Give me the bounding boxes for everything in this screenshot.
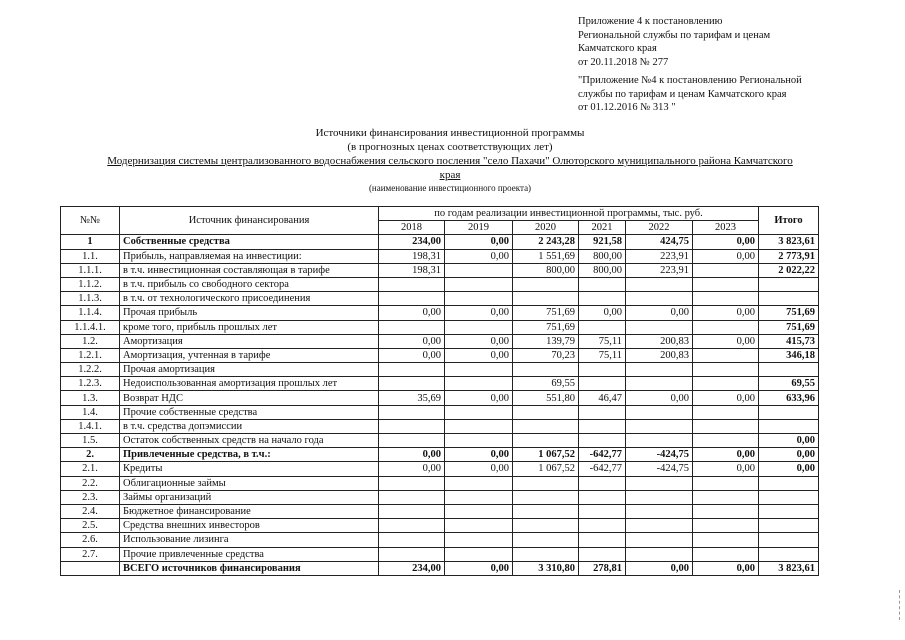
row-source-name: Прочая прибыль	[120, 306, 379, 320]
year-value-cell	[626, 490, 693, 504]
approval-line: от 01.12.2016 № 313 "	[578, 102, 676, 113]
row-source-name: кроме того, прибыль прошлых лет	[120, 320, 379, 334]
year-value-cell: 70,23	[513, 348, 579, 362]
year-value-cell: 0,00	[693, 448, 759, 462]
year-value-cell	[693, 263, 759, 277]
year-value-cell: 424,75	[626, 235, 693, 249]
row-total: 0,00	[759, 448, 819, 462]
year-value-cell: 234,00	[379, 235, 445, 249]
row-total: 3 823,61	[759, 561, 819, 575]
table-row	[61, 277, 819, 291]
approval-line: Камчатского края	[578, 43, 657, 54]
year-value-cell: 0,00	[626, 561, 693, 575]
row-source-name: в т.ч. средства допэмиссии	[120, 419, 379, 433]
row-source-name: Облигационные займы	[120, 476, 379, 490]
row-total	[759, 533, 819, 547]
row-number: 1.2.3.	[61, 377, 120, 391]
row-number: 2.3.	[61, 490, 120, 504]
year-value-cell: 800,00	[513, 263, 579, 277]
year-value-cell	[445, 263, 513, 277]
table-row	[61, 519, 819, 533]
year-value-cell: 139,79	[513, 334, 579, 348]
header-year: 2020	[513, 221, 579, 235]
year-value-cell: 3 310,80	[513, 561, 579, 575]
table-row	[61, 434, 819, 448]
year-value-cell: 0,00	[445, 249, 513, 263]
year-value-cell: 75,11	[579, 334, 626, 348]
year-value-cell: 234,00	[379, 561, 445, 575]
year-value-cell	[513, 434, 579, 448]
row-total: 751,69	[759, 320, 819, 334]
year-value-cell	[379, 434, 445, 448]
row-number: 2.1.	[61, 462, 120, 476]
scan-edge-mark	[899, 590, 901, 620]
year-value-cell: 0,00	[445, 391, 513, 405]
row-number	[61, 561, 120, 575]
header-source: Источник финансирования	[120, 207, 379, 235]
row-number: 1.1.1.	[61, 263, 120, 277]
year-value-cell: 223,91	[626, 249, 693, 263]
row-total	[759, 405, 819, 419]
year-value-cell	[626, 476, 693, 490]
row-total	[759, 363, 819, 377]
row-source-name: Средства внешних инвесторов	[120, 519, 379, 533]
year-value-cell: 0,00	[445, 561, 513, 575]
table-row	[61, 490, 819, 504]
year-value-cell: 35,69	[379, 391, 445, 405]
row-number: 2.5.	[61, 519, 120, 533]
table-row	[61, 306, 819, 320]
year-value-cell: 198,31	[379, 249, 445, 263]
year-value-cell: 751,69	[513, 306, 579, 320]
approval-line: Приложение 4 к постановлению	[578, 16, 723, 27]
row-total	[759, 490, 819, 504]
table-row	[61, 547, 819, 561]
table-row	[61, 263, 819, 277]
row-total: 2 022,22	[759, 263, 819, 277]
year-value-cell	[379, 277, 445, 291]
year-value-cell: 0,00	[693, 391, 759, 405]
approval-line: от 20.11.2018 № 277	[578, 56, 669, 68]
year-value-cell	[379, 476, 445, 490]
row-number: 2.2.	[61, 476, 120, 490]
year-value-cell: 69,55	[513, 377, 579, 391]
row-total	[759, 476, 819, 490]
year-value-cell	[579, 547, 626, 561]
year-value-cell	[693, 405, 759, 419]
year-value-cell	[693, 547, 759, 561]
year-value-cell	[379, 320, 445, 334]
year-value-cell	[626, 277, 693, 291]
year-value-cell	[513, 476, 579, 490]
year-value-cell	[693, 519, 759, 533]
table-row	[61, 419, 819, 433]
header-year: 2018	[379, 221, 445, 235]
row-number: 1.2.2.	[61, 363, 120, 377]
year-value-cell: 0,00	[693, 561, 759, 575]
project-name: Модернизация системы централизованного водоснабжения сельского посления "село Пахачи" Олюторского муниципального района Камчатского	[107, 155, 793, 167]
year-value-cell: 1 067,52	[513, 462, 579, 476]
project-caption: (наименование инвестиционного проекта)	[368, 183, 532, 193]
year-value-cell: 75,11	[579, 348, 626, 362]
year-value-cell: -424,75	[626, 462, 693, 476]
year-value-cell: 0,00	[379, 462, 445, 476]
year-value-cell	[445, 419, 513, 433]
row-total: 3 823,61	[759, 235, 819, 249]
year-value-cell: 751,69	[513, 320, 579, 334]
row-total	[759, 504, 819, 518]
row-total: 0,00	[759, 434, 819, 448]
year-value-cell	[379, 292, 445, 306]
year-value-cell	[693, 504, 759, 518]
year-value-cell	[379, 363, 445, 377]
row-number: 2.7.	[61, 547, 120, 561]
subtitle-line: (в прогнозных ценах соответствующих лет)	[347, 141, 553, 153]
year-value-cell	[626, 405, 693, 419]
year-value-cell	[513, 547, 579, 561]
row-total: 346,18	[759, 348, 819, 362]
table-row	[61, 334, 819, 348]
row-source-name: Возврат НДС	[120, 391, 379, 405]
table-row	[61, 561, 819, 575]
year-value-cell	[379, 504, 445, 518]
approval-header	[578, 15, 898, 115]
row-source-name: ВСЕГО источников финансирования	[120, 561, 379, 575]
year-value-cell	[513, 504, 579, 518]
year-value-cell	[379, 547, 445, 561]
year-value-cell	[579, 377, 626, 391]
financing-table	[60, 206, 819, 576]
year-value-cell	[693, 320, 759, 334]
header-year: 2021	[579, 221, 626, 235]
year-value-cell	[693, 292, 759, 306]
year-value-cell	[379, 533, 445, 547]
year-value-cell: 921,58	[579, 235, 626, 249]
row-source-name: Недоиспользованная амортизация прошлых лет	[120, 377, 379, 391]
row-number: 1.5.	[61, 434, 120, 448]
year-value-cell: 0,00	[693, 462, 759, 476]
row-source-name: Привлеченные средства, в т.ч.:	[120, 448, 379, 462]
year-value-cell	[579, 476, 626, 490]
year-value-cell: 200,83	[626, 348, 693, 362]
year-value-cell	[626, 519, 693, 533]
row-total	[759, 277, 819, 291]
header-number: №№	[61, 207, 120, 235]
year-value-cell	[445, 533, 513, 547]
year-value-cell: 278,81	[579, 561, 626, 575]
year-value-cell: 46,47	[579, 391, 626, 405]
year-value-cell: 0,00	[579, 306, 626, 320]
row-source-name: Использование лизинга	[120, 533, 379, 547]
year-value-cell: 0,00	[626, 306, 693, 320]
year-value-cell: -424,75	[626, 448, 693, 462]
row-source-name: в т.ч. от технологического присоединения	[120, 292, 379, 306]
year-value-cell	[445, 504, 513, 518]
header-total: Итого	[759, 207, 819, 235]
table-row	[61, 462, 819, 476]
year-value-cell	[513, 405, 579, 419]
row-source-name: Собственные средства	[120, 235, 379, 249]
row-total	[759, 419, 819, 433]
table-row	[61, 377, 819, 391]
year-value-cell	[626, 292, 693, 306]
title-line: Источники финансирования инвестиционной программы	[315, 127, 585, 139]
year-value-cell: 223,91	[626, 263, 693, 277]
table-row	[61, 391, 819, 405]
table-row	[61, 292, 819, 306]
year-value-cell	[579, 519, 626, 533]
year-value-cell: -642,77	[579, 462, 626, 476]
year-value-cell	[513, 519, 579, 533]
year-value-cell	[513, 363, 579, 377]
row-total	[759, 292, 819, 306]
approval-block-original	[578, 74, 898, 115]
row-number: 2.4.	[61, 504, 120, 518]
year-value-cell: 0,00	[379, 306, 445, 320]
row-source-name: Кредиты	[120, 462, 379, 476]
year-value-cell	[579, 490, 626, 504]
approval-line: Региональной службы по тарифам и ценам	[578, 29, 771, 41]
year-value-cell	[445, 292, 513, 306]
approval-line: "Приложение №4 к постановлению Региональной	[578, 75, 802, 86]
row-number: 1.2.1.	[61, 348, 120, 362]
year-value-cell	[693, 419, 759, 433]
year-value-cell: 0,00	[445, 348, 513, 362]
row-number: 1.1.4.1.	[61, 320, 120, 334]
year-value-cell	[693, 363, 759, 377]
year-value-cell	[445, 363, 513, 377]
row-number: 1.2.	[61, 334, 120, 348]
table-row	[61, 320, 819, 334]
row-total	[759, 547, 819, 561]
row-total: 415,73	[759, 334, 819, 348]
year-value-cell	[445, 377, 513, 391]
year-value-cell	[693, 490, 759, 504]
year-value-cell: 551,80	[513, 391, 579, 405]
year-value-cell: 198,31	[379, 263, 445, 277]
row-source-name: Прибыль, направляемая на инвестиции:	[120, 249, 379, 263]
year-value-cell	[379, 490, 445, 504]
row-source-name: Прочая амортизация	[120, 363, 379, 377]
year-value-cell	[445, 320, 513, 334]
year-value-cell	[626, 504, 693, 518]
table-row	[61, 363, 819, 377]
year-value-cell	[445, 434, 513, 448]
year-value-cell: 0,00	[379, 334, 445, 348]
year-value-cell	[445, 405, 513, 419]
table-row	[61, 405, 819, 419]
row-source-name: Бюджетное финансирование	[120, 504, 379, 518]
row-source-name: Прочие привлеченные средства	[120, 547, 379, 561]
year-value-cell: 2 243,28	[513, 235, 579, 249]
row-number: 1.3.	[61, 391, 120, 405]
year-value-cell	[379, 419, 445, 433]
row-total	[759, 519, 819, 533]
project-name-continued: края	[439, 169, 461, 181]
year-value-cell	[445, 277, 513, 291]
year-value-cell: 0,00	[626, 391, 693, 405]
header-year: 2023	[693, 221, 759, 235]
year-value-cell	[693, 434, 759, 448]
row-source-name: Амортизация, учтенная в тарифе	[120, 348, 379, 362]
table-row	[61, 504, 819, 518]
year-value-cell: 0,00	[445, 306, 513, 320]
year-value-cell: 200,83	[626, 334, 693, 348]
approval-block-current	[578, 15, 898, 69]
row-total: 0,00	[759, 462, 819, 476]
year-value-cell	[579, 419, 626, 433]
year-value-cell	[445, 519, 513, 533]
row-source-name: Займы организаций	[120, 490, 379, 504]
approval-line: службы по тарифам и ценам Камчатского края	[578, 88, 787, 100]
row-source-name: Остаток собственных средств на начало года	[120, 434, 379, 448]
row-number: 1.1.2.	[61, 277, 120, 291]
year-value-cell	[693, 377, 759, 391]
row-number: 2.6.	[61, 533, 120, 547]
table-row	[61, 249, 819, 263]
row-number: 1.1.3.	[61, 292, 120, 306]
year-value-cell: 0,00	[693, 235, 759, 249]
year-value-cell	[626, 377, 693, 391]
header-year: 2019	[445, 221, 513, 235]
row-source-name: в т.ч. инвестиционная составляющая в тарифе	[120, 263, 379, 277]
year-value-cell	[693, 277, 759, 291]
year-value-cell	[693, 533, 759, 547]
year-value-cell: -642,77	[579, 448, 626, 462]
row-number: 1.4.1.	[61, 419, 120, 433]
year-value-cell: 0,00	[379, 448, 445, 462]
year-value-cell: 0,00	[693, 334, 759, 348]
year-value-cell	[513, 533, 579, 547]
table-row	[61, 448, 819, 462]
row-number: 2.	[61, 448, 120, 462]
year-value-cell	[445, 490, 513, 504]
year-value-cell	[693, 476, 759, 490]
row-total: 2 773,91	[759, 249, 819, 263]
year-value-cell	[513, 277, 579, 291]
row-number: 1.4.	[61, 405, 120, 419]
year-value-cell	[693, 348, 759, 362]
row-number: 1	[61, 235, 120, 249]
row-total: 751,69	[759, 306, 819, 320]
year-value-cell	[626, 363, 693, 377]
year-value-cell	[626, 419, 693, 433]
table-row	[61, 533, 819, 547]
year-value-cell	[379, 405, 445, 419]
row-source-name: в т.ч. прибыль со свободного сектора	[120, 277, 379, 291]
year-value-cell	[445, 547, 513, 561]
year-value-cell: 0,00	[445, 462, 513, 476]
row-total: 633,96	[759, 391, 819, 405]
year-value-cell: 0,00	[693, 249, 759, 263]
table-row	[61, 348, 819, 362]
year-value-cell	[626, 434, 693, 448]
row-source-name: Амортизация	[120, 334, 379, 348]
year-value-cell: 1 067,52	[513, 448, 579, 462]
table-row	[61, 235, 819, 249]
row-number: 1.1.4.	[61, 306, 120, 320]
year-value-cell	[579, 277, 626, 291]
year-value-cell: 800,00	[579, 249, 626, 263]
year-value-cell: 0,00	[693, 306, 759, 320]
year-value-cell: 0,00	[445, 235, 513, 249]
year-value-cell	[626, 547, 693, 561]
year-value-cell	[379, 519, 445, 533]
year-value-cell	[579, 320, 626, 334]
header-year: 2022	[626, 221, 693, 235]
year-value-cell	[579, 434, 626, 448]
year-value-cell	[579, 504, 626, 518]
row-total: 69,55	[759, 377, 819, 391]
year-value-cell: 800,00	[579, 263, 626, 277]
row-source-name: Прочие собственные средства	[120, 405, 379, 419]
year-value-cell	[579, 363, 626, 377]
year-value-cell	[626, 320, 693, 334]
year-value-cell: 0,00	[445, 448, 513, 462]
year-value-cell	[579, 405, 626, 419]
year-value-cell	[626, 533, 693, 547]
year-value-cell	[445, 476, 513, 490]
year-value-cell	[379, 377, 445, 391]
year-value-cell	[513, 292, 579, 306]
table-row	[61, 476, 819, 490]
document-title	[60, 126, 840, 195]
year-value-cell	[513, 419, 579, 433]
year-value-cell	[513, 490, 579, 504]
header-years-group: по годам реализации инвестиционной программы, тыс. руб.	[379, 207, 759, 221]
year-value-cell: 1 551,69	[513, 249, 579, 263]
year-value-cell: 0,00	[445, 334, 513, 348]
year-value-cell	[579, 292, 626, 306]
year-value-cell: 0,00	[379, 348, 445, 362]
year-value-cell	[579, 533, 626, 547]
row-number: 1.1.	[61, 249, 120, 263]
